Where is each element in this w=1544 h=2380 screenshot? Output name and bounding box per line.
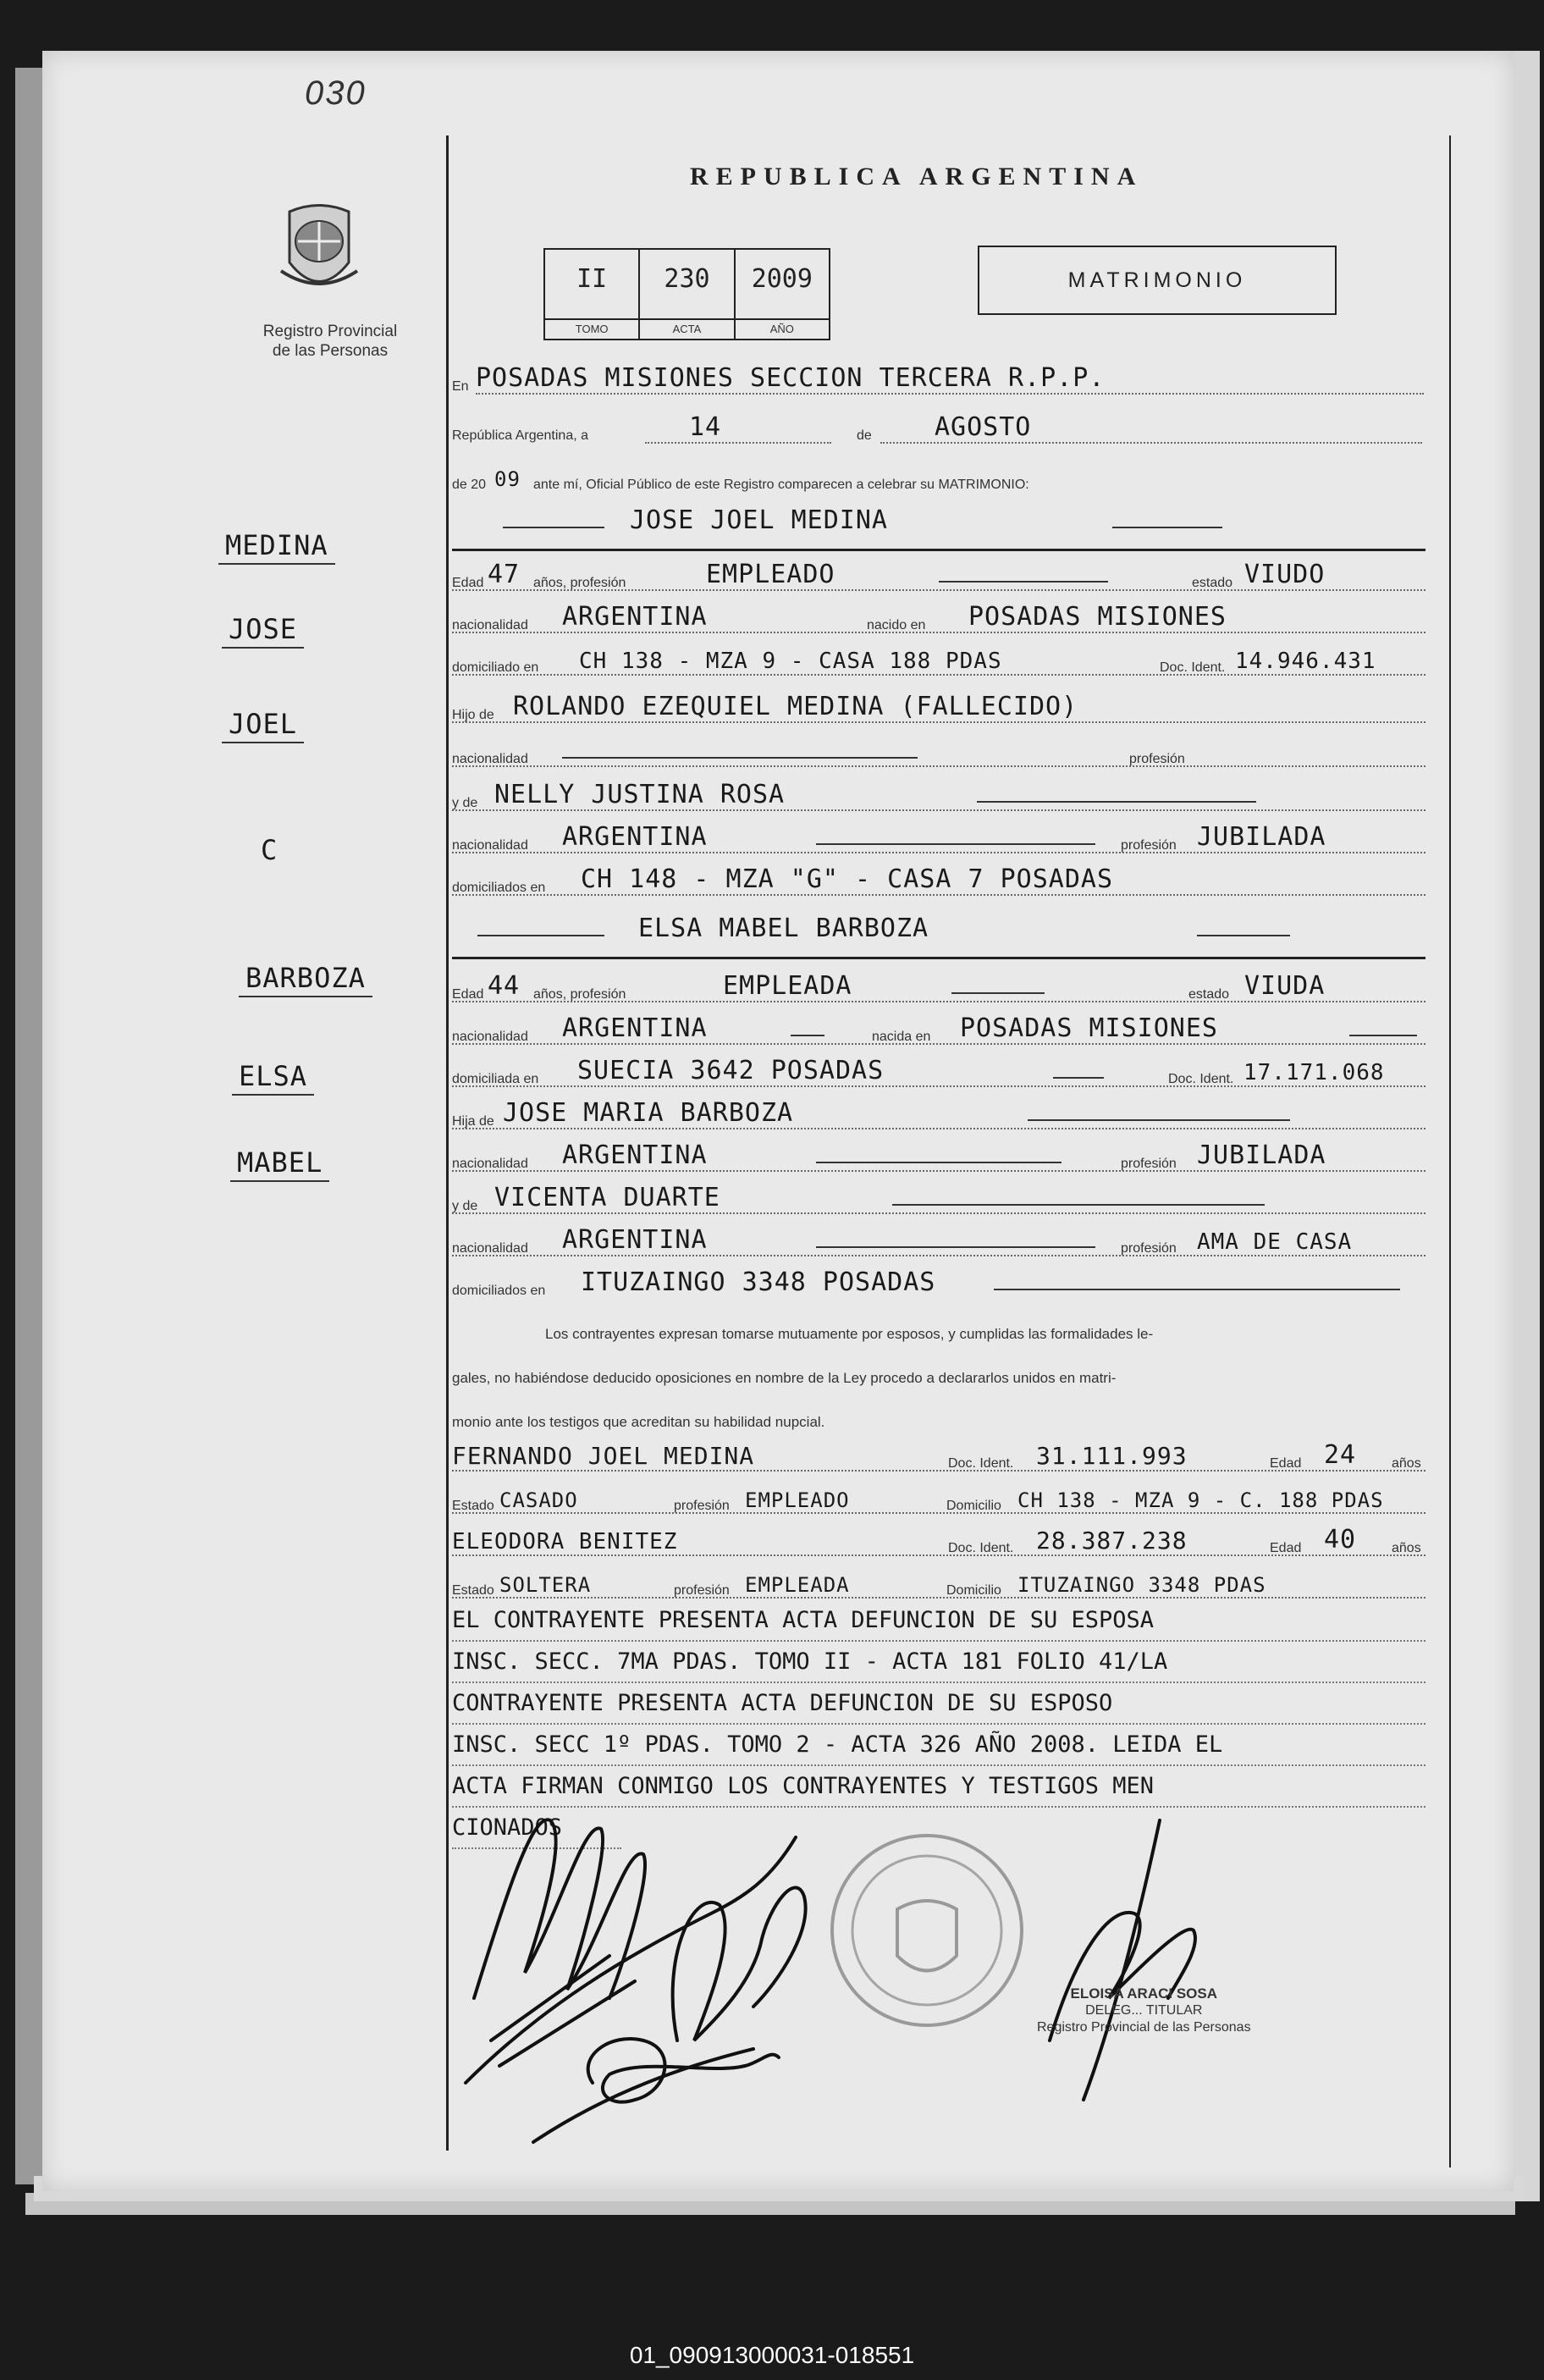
- stamp-text: ELOISA ARACI SOSA DELEG... TITULAR Registro Provincial de las Personas: [1037, 1985, 1251, 2035]
- note-line: CONTRAYENTE PRESENTA ACTA DEFUNCION DE SU ESPOSO: [452, 1683, 1425, 1725]
- acta-cell: 230 ACTA: [640, 250, 735, 339]
- act-type-box: MATRIMONIO: [978, 246, 1337, 315]
- intro-text-row: de 20 09 ante mí, Oficial Público de este Registro comparecen a celebrar su MATRIMONIO:: [452, 467, 1029, 492]
- bride-parents-address-row: domiciliados en ITUZAINGO 3348 POSADAS: [452, 1268, 1425, 1302]
- witness2-details-row: Estado SOLTERA profesión EMPLEADA Domicilio ITUZAINGO 3348 PDAS: [452, 1568, 1425, 1602]
- groom-address-row: domiciliado en CH 138 - MZA 9 - CASA 188 PDAS Doc. Ident. 14.946.431: [452, 645, 1425, 679]
- margin-connector: C: [261, 834, 278, 866]
- bride-age-row: Edad 44 años, profesión EMPLEADA estado VIUDA: [452, 972, 1425, 1006]
- country-title: REPUBLICA ARGENTINA: [690, 163, 1144, 191]
- declaration-text: Los contrayentes expresan tomarse mutuamente por esposos, y cumplidas las formalidades le- gales, no habiéndose deducido oposiciones en nombre de la Ley procedo a declararlos unidos en matri- monio ante los testigos que acreditan su habilidad nupcial.: [452, 1326, 1154, 1430]
- bride-address-row: domiciliada en SUECIA 3642 POSADAS Doc. Ident. 17.171.068: [452, 1057, 1425, 1091]
- bride-father-row: Hija de JOSE MARIA BARBOZA: [452, 1099, 1425, 1133]
- groom-age-row: Edad 47 años, profesión EMPLEADO estado VIUDO: [452, 560, 1425, 594]
- margin-groom-second-name: JOEL: [222, 708, 304, 743]
- groom-father-row: Hijo de ROLANDO EZEQUIEL MEDINA (FALLECIDO): [452, 693, 1425, 726]
- witness2-name-row: ELEODORA BENITEZ Doc. Ident. 28.387.238 Edad 40 años: [452, 1526, 1425, 1560]
- anio-cell: 2009 AÑO: [736, 250, 829, 339]
- margin-bride-surname: BARBOZA: [239, 962, 372, 997]
- bride-mother-row: y de VICENTA DUARTE: [452, 1184, 1425, 1218]
- margin-groom-first-name: JOSE: [222, 613, 304, 649]
- folio-number: 030: [305, 75, 367, 112]
- registry-name: Registro Provincial de las Personas: [262, 323, 398, 360]
- margin-groom-surname: MEDINA: [218, 529, 335, 565]
- bride-mother-nationality-row: nacionalidad ARGENTINA profesión AMA DE CASA: [452, 1226, 1425, 1260]
- official-stamp-icon: [825, 1829, 1028, 2032]
- groom-nationality-row: nacionalidad ARGENTINA nacido en POSADAS MISIONES: [452, 603, 1425, 637]
- witness1-name-row: FERNANDO JOEL MEDINA Doc. Ident. 31.111.993 Edad 24 años: [452, 1441, 1425, 1475]
- tomo-cell: II TOMO: [545, 250, 640, 339]
- groom-father-nationality-row: nacionalidad profesión: [452, 737, 1425, 770]
- groom-name-row: JOSE JOEL MEDINA: [452, 506, 1425, 540]
- place-row: En POSADAS MISIONES SECCION TERCERA R.P.P.: [452, 364, 1425, 398]
- margin-bride-second-name: MABEL: [230, 1146, 329, 1182]
- groom-parents-address-row: domiciliados en CH 148 - MZA "G" - CASA 7 POSADAS: [452, 865, 1425, 899]
- note-line: INSC. SECC. 7MA PDAS. TOMO II - ACTA 181 FOLIO 41/LA: [452, 1642, 1425, 1683]
- note-line: ACTA FIRMAN CONMIGO LOS CONTRAYENTES Y TESTIGOS MEN: [452, 1766, 1425, 1808]
- image-caption: 01_090913000031-018551: [629, 2342, 915, 2368]
- groom-mother-row: y de NELLY JUSTINA ROSA: [452, 781, 1425, 815]
- date-row: República Argentina, a 14 de AGOSTO: [452, 413, 1425, 447]
- margin-bride-first-name: ELSA: [232, 1060, 314, 1096]
- groom-mother-nationality-row: nacionalidad ARGENTINA profesión JUBILADA: [452, 823, 1425, 857]
- section-separator: [452, 549, 1425, 551]
- record-number-box: [543, 248, 830, 340]
- section-separator-2: [452, 957, 1425, 959]
- note-line: INSC. SECC 1º PDAS. TOMO 2 - ACTA 326 AÑO 2008. LEIDA EL: [452, 1725, 1425, 1766]
- note-line: CIONADOS: [452, 1808, 621, 1849]
- bride-nationality-row: nacionalidad ARGENTINA nacida en POSADAS MISIONES: [452, 1014, 1425, 1048]
- note-line: EL CONTRAYENTE PRESENTA ACTA DEFUNCION DE SU ESPOSA: [452, 1600, 1425, 1642]
- bride-father-nationality-row: nacionalidad ARGENTINA profesión JUBILADA: [452, 1141, 1425, 1175]
- witness1-details-row: Estado CASADO profesión EMPLEADO Domicilio CH 138 - MZA 9 - C. 188 PDAS: [452, 1483, 1425, 1517]
- bride-name-row: ELSA MABEL BARBOZA: [452, 914, 1425, 948]
- coat-of-arms-icon: [264, 195, 374, 305]
